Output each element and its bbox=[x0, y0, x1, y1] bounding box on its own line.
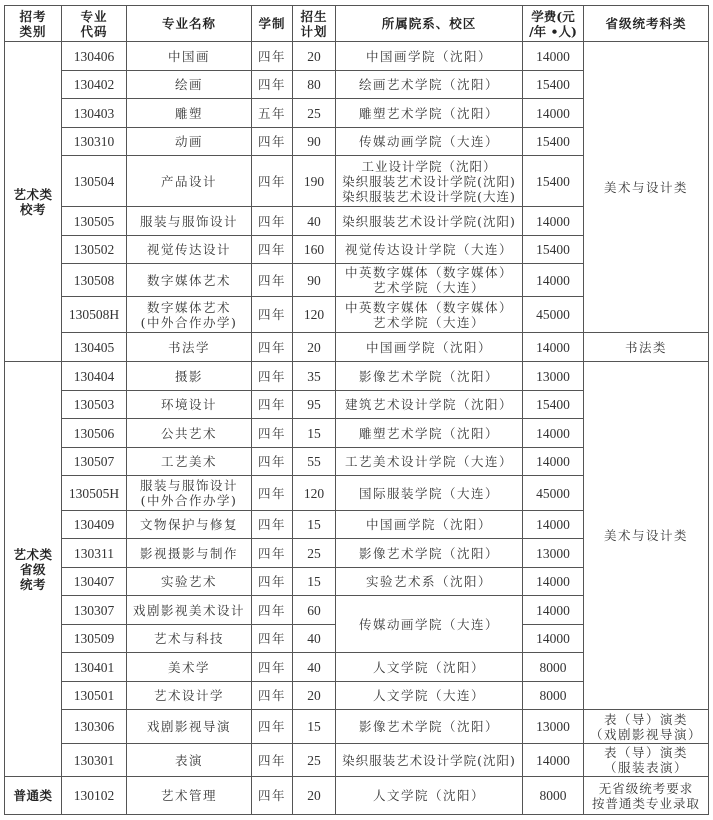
code-cell: 130404 bbox=[62, 362, 127, 391]
tuition-cell: 8000 bbox=[523, 653, 584, 682]
quota-cell: 25 bbox=[293, 99, 336, 128]
name-cell: 艺术管理 bbox=[127, 777, 252, 815]
tuition-cell: 15400 bbox=[523, 391, 584, 419]
code-cell: 130508 bbox=[62, 264, 127, 297]
school-cell: 影像艺术学院（沈阳） bbox=[336, 539, 523, 568]
quota-cell: 15 bbox=[293, 568, 336, 596]
school-cell: 建筑艺术设计学院（沈阳） bbox=[336, 391, 523, 419]
code-cell: 130502 bbox=[62, 236, 127, 264]
code-cell: 130506 bbox=[62, 419, 127, 448]
header-exam-subject: 省级统考科类 bbox=[584, 6, 709, 42]
name-cell: 环境设计 bbox=[127, 391, 252, 419]
duration-cell: 四年 bbox=[252, 448, 293, 476]
category-cell-school-exam: 艺术类 校考 bbox=[5, 42, 62, 362]
duration-cell: 四年 bbox=[252, 625, 293, 653]
category-cell-provincial-exam: 艺术类 省级 统考 bbox=[5, 362, 62, 777]
header-tuition: 学费(元 /年 •人) bbox=[523, 6, 584, 42]
quota-cell: 95 bbox=[293, 391, 336, 419]
name-cell: 表演 bbox=[127, 744, 252, 777]
quota-cell: 35 bbox=[293, 362, 336, 391]
school-cell: 人文学院（大连） bbox=[336, 682, 523, 710]
code-cell: 130501 bbox=[62, 682, 127, 710]
duration-cell: 四年 bbox=[252, 419, 293, 448]
code-cell: 130403 bbox=[62, 99, 127, 128]
exam-subject-cell: 书法类 bbox=[584, 333, 709, 362]
duration-cell: 四年 bbox=[252, 42, 293, 71]
name-cell: 雕塑 bbox=[127, 99, 252, 128]
tuition-cell: 14000 bbox=[523, 596, 584, 625]
table-row bbox=[5, 42, 709, 71]
category-cell-general: 普通类 bbox=[5, 777, 62, 815]
tuition-cell: 8000 bbox=[523, 777, 584, 815]
quota-cell: 15 bbox=[293, 511, 336, 539]
school-cell: 视觉传达设计学院（大连） bbox=[336, 236, 523, 264]
duration-cell: 四年 bbox=[252, 596, 293, 625]
exam-subject-cell: 美术与设计类 bbox=[584, 42, 709, 333]
school-cell: 中国画学院（沈阳） bbox=[336, 333, 523, 362]
code-cell: 130503 bbox=[62, 391, 127, 419]
quota-cell: 160 bbox=[293, 236, 336, 264]
quota-cell: 20 bbox=[293, 42, 336, 71]
school-cell: 国际服装学院（大连） bbox=[336, 476, 523, 511]
quota-cell: 20 bbox=[293, 333, 336, 362]
tuition-cell: 13000 bbox=[523, 539, 584, 568]
name-cell: 中国画 bbox=[127, 42, 252, 71]
duration-cell: 四年 bbox=[252, 539, 293, 568]
exam-subject-cell: 美术与设计类 bbox=[584, 362, 709, 710]
code-cell: 130505H bbox=[62, 476, 127, 511]
exam-subject-cell: 无省级统考要求 按普通类专业录取 bbox=[584, 777, 709, 815]
tuition-cell: 15400 bbox=[523, 156, 584, 207]
tuition-cell: 45000 bbox=[523, 476, 584, 511]
name-cell: 数字媒体艺术 (中外合作办学) bbox=[127, 297, 252, 333]
code-cell: 130406 bbox=[62, 42, 127, 71]
school-cell: 染织服装艺术设计学院(沈阳) bbox=[336, 207, 523, 236]
header-code: 专业 代码 bbox=[62, 6, 127, 42]
table-row bbox=[5, 744, 709, 777]
quota-cell: 55 bbox=[293, 448, 336, 476]
admissions-table-container bbox=[4, 5, 709, 815]
school-cell: 影像艺术学院（沈阳） bbox=[336, 362, 523, 391]
code-cell: 130508H bbox=[62, 297, 127, 333]
duration-cell: 四年 bbox=[252, 682, 293, 710]
quota-cell: 120 bbox=[293, 297, 336, 333]
code-cell: 130402 bbox=[62, 71, 127, 99]
header-quota: 招生 计划 bbox=[293, 6, 336, 42]
duration-cell: 四年 bbox=[252, 476, 293, 511]
duration-cell: 四年 bbox=[252, 207, 293, 236]
school-cell: 染织服装艺术设计学院(沈阳) bbox=[336, 744, 523, 777]
school-cell: 中英数字媒体（数字媒体） 艺术学院（大连） bbox=[336, 297, 523, 333]
table-row bbox=[5, 362, 709, 391]
tuition-cell: 15400 bbox=[523, 236, 584, 264]
duration-cell: 四年 bbox=[252, 653, 293, 682]
duration-cell: 四年 bbox=[252, 568, 293, 596]
duration-cell: 五年 bbox=[252, 99, 293, 128]
name-cell: 服装与服饰设计 (中外合作办学) bbox=[127, 476, 252, 511]
school-cell: 中英数字媒体（数字媒体） 艺术学院（大连） bbox=[336, 264, 523, 297]
table-row bbox=[5, 333, 709, 362]
code-cell: 130310 bbox=[62, 128, 127, 156]
name-cell: 影视摄影与制作 bbox=[127, 539, 252, 568]
school-cell: 雕塑艺术学院（沈阳） bbox=[336, 99, 523, 128]
code-cell: 130102 bbox=[62, 777, 127, 815]
code-cell: 130306 bbox=[62, 710, 127, 744]
tuition-cell: 15400 bbox=[523, 128, 584, 156]
header-duration: 学制 bbox=[252, 6, 293, 42]
code-cell: 130505 bbox=[62, 207, 127, 236]
code-cell: 130401 bbox=[62, 653, 127, 682]
name-cell: 艺术与科技 bbox=[127, 625, 252, 653]
quota-cell: 90 bbox=[293, 264, 336, 297]
admissions-table bbox=[4, 5, 709, 815]
duration-cell: 四年 bbox=[252, 236, 293, 264]
tuition-cell: 14000 bbox=[523, 625, 584, 653]
name-cell: 产品设计 bbox=[127, 156, 252, 207]
header-name: 专业名称 bbox=[127, 6, 252, 42]
quota-cell: 15 bbox=[293, 710, 336, 744]
name-cell: 公共艺术 bbox=[127, 419, 252, 448]
quota-cell: 120 bbox=[293, 476, 336, 511]
tuition-cell: 14000 bbox=[523, 333, 584, 362]
name-cell: 工艺美术 bbox=[127, 448, 252, 476]
name-cell: 艺术设计学 bbox=[127, 682, 252, 710]
duration-cell: 四年 bbox=[252, 777, 293, 815]
duration-cell: 四年 bbox=[252, 156, 293, 207]
tuition-cell: 45000 bbox=[523, 297, 584, 333]
duration-cell: 四年 bbox=[252, 297, 293, 333]
header-category: 招考 类别 bbox=[5, 6, 62, 42]
table-row bbox=[5, 710, 709, 744]
code-cell: 130504 bbox=[62, 156, 127, 207]
name-cell: 实验艺术 bbox=[127, 568, 252, 596]
exam-subject-cell: 表（导）演类 （戏剧影视导演） bbox=[584, 710, 709, 744]
duration-cell: 四年 bbox=[252, 71, 293, 99]
tuition-cell: 14000 bbox=[523, 511, 584, 539]
school-cell: 雕塑艺术学院（沈阳） bbox=[336, 419, 523, 448]
tuition-cell: 14000 bbox=[523, 264, 584, 297]
code-cell: 130307 bbox=[62, 596, 127, 625]
name-cell: 服装与服饰设计 bbox=[127, 207, 252, 236]
duration-cell: 四年 bbox=[252, 511, 293, 539]
code-cell: 130507 bbox=[62, 448, 127, 476]
school-cell: 人文学院（沈阳） bbox=[336, 777, 523, 815]
name-cell: 书法学 bbox=[127, 333, 252, 362]
tuition-cell: 13000 bbox=[523, 362, 584, 391]
name-cell: 美术学 bbox=[127, 653, 252, 682]
school-cell: 人文学院（沈阳） bbox=[336, 653, 523, 682]
code-cell: 130509 bbox=[62, 625, 127, 653]
duration-cell: 四年 bbox=[252, 391, 293, 419]
name-cell: 文物保护与修复 bbox=[127, 511, 252, 539]
school-cell: 中国画学院（沈阳） bbox=[336, 511, 523, 539]
code-cell: 130409 bbox=[62, 511, 127, 539]
name-cell: 绘画 bbox=[127, 71, 252, 99]
code-cell: 130407 bbox=[62, 568, 127, 596]
tuition-cell: 14000 bbox=[523, 419, 584, 448]
duration-cell: 四年 bbox=[252, 264, 293, 297]
tuition-cell: 14000 bbox=[523, 207, 584, 236]
tuition-cell: 14000 bbox=[523, 448, 584, 476]
duration-cell: 四年 bbox=[252, 710, 293, 744]
school-cell: 中国画学院（沈阳） bbox=[336, 42, 523, 71]
quota-cell: 40 bbox=[293, 653, 336, 682]
code-cell: 130405 bbox=[62, 333, 127, 362]
quota-cell: 90 bbox=[293, 128, 336, 156]
tuition-cell: 14000 bbox=[523, 42, 584, 71]
header-row bbox=[5, 6, 709, 42]
quota-cell: 20 bbox=[293, 777, 336, 815]
school-cell: 传媒动画学院（大连） bbox=[336, 596, 523, 653]
quota-cell: 60 bbox=[293, 596, 336, 625]
name-cell: 摄影 bbox=[127, 362, 252, 391]
quota-cell: 190 bbox=[293, 156, 336, 207]
name-cell: 戏剧影视导演 bbox=[127, 710, 252, 744]
tuition-cell: 8000 bbox=[523, 682, 584, 710]
name-cell: 视觉传达设计 bbox=[127, 236, 252, 264]
school-cell: 工艺美术设计学院（大连） bbox=[336, 448, 523, 476]
header-school: 所属院系、校区 bbox=[336, 6, 523, 42]
table-row bbox=[5, 777, 709, 815]
quota-cell: 15 bbox=[293, 419, 336, 448]
quota-cell: 80 bbox=[293, 71, 336, 99]
duration-cell: 四年 bbox=[252, 128, 293, 156]
name-cell: 动画 bbox=[127, 128, 252, 156]
quota-cell: 25 bbox=[293, 539, 336, 568]
tuition-cell: 13000 bbox=[523, 710, 584, 744]
exam-subject-cell: 表（导）演类 （服装表演） bbox=[584, 744, 709, 777]
quota-cell: 40 bbox=[293, 625, 336, 653]
tuition-cell: 15400 bbox=[523, 71, 584, 99]
duration-cell: 四年 bbox=[252, 744, 293, 777]
quota-cell: 25 bbox=[293, 744, 336, 777]
tuition-cell: 14000 bbox=[523, 568, 584, 596]
school-cell: 工业设计学院（沈阳） 染织服装艺术设计学院(沈阳) 染织服装艺术设计学院(大连) bbox=[336, 156, 523, 207]
code-cell: 130301 bbox=[62, 744, 127, 777]
tuition-cell: 14000 bbox=[523, 99, 584, 128]
duration-cell: 四年 bbox=[252, 362, 293, 391]
tuition-cell: 14000 bbox=[523, 744, 584, 777]
school-cell: 影像艺术学院（沈阳） bbox=[336, 710, 523, 744]
name-cell: 戏剧影视美术设计 bbox=[127, 596, 252, 625]
quota-cell: 20 bbox=[293, 682, 336, 710]
code-cell: 130311 bbox=[62, 539, 127, 568]
name-cell: 数字媒体艺术 bbox=[127, 264, 252, 297]
school-cell: 实验艺术系（沈阳） bbox=[336, 568, 523, 596]
school-cell: 传媒动画学院（大连） bbox=[336, 128, 523, 156]
school-cell: 绘画艺术学院（沈阳） bbox=[336, 71, 523, 99]
duration-cell: 四年 bbox=[252, 333, 293, 362]
quota-cell: 40 bbox=[293, 207, 336, 236]
